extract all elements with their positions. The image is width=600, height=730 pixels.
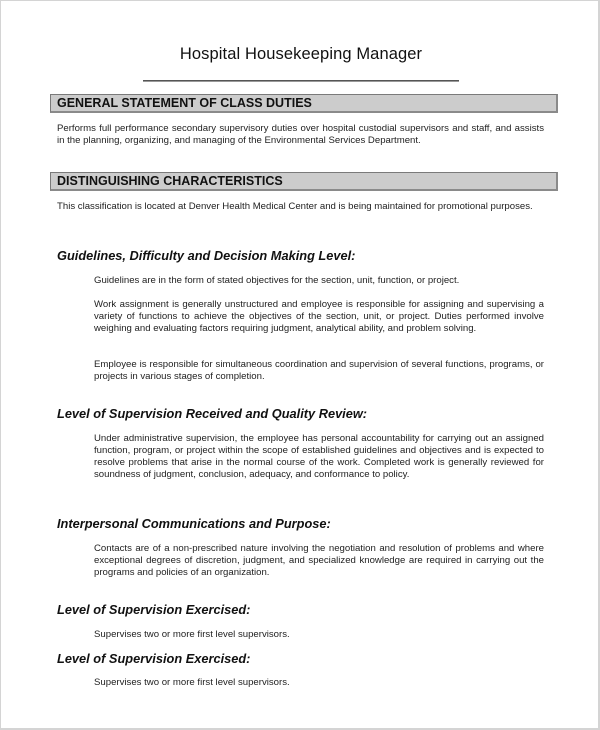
guidelines-paragraph-3: Employee is responsible for simultaneous coordination and supervision of several functions, programs, or projects in various stages of completion. (94, 359, 544, 382)
supervision-received-paragraph: Under administrative supervision, the employee has personal accountability for carrying out an assigned function, program, or project within the scope of established guidelines and objectives and is expected to resolve problems that arise in the normal course of the work. Completed work is generally reviewed for soundness of judgment, conclusion, adequacy, and conformance to policy. (94, 433, 544, 480)
guidelines-paragraph-1: Guidelines are in the form of stated objectives for the section, unit, function, or project. (94, 275, 460, 286)
subheading-guidelines: Guidelines, Difficulty and Decision Making Level: (57, 248, 356, 263)
document-title: Hospital Housekeeping Manager (179, 45, 423, 63)
supervision-exercised-paragraph-1: Supervises two or more first level supervisors. (94, 629, 290, 640)
subheading-supervision-exercised-1: Level of Supervision Exercised: (57, 602, 251, 617)
interpersonal-communications-paragraph: Contacts are of a non-prescribed nature involving the negotiation and resolution of problems and where exceptional degrees of discretion, judgment, and specialized knowledge are required in carrying out the programs and policies of an organization. (94, 543, 544, 578)
subheading-supervision-exercised-2: Level of Supervision Exercised: (57, 651, 251, 666)
subheading-supervision-received: Level of Supervision Received and Quality Review: (57, 406, 368, 421)
title-underline (143, 80, 459, 82)
subheading-interpersonal-communications: Interpersonal Communications and Purpose: (57, 516, 331, 531)
supervision-exercised-paragraph-2: Supervises two or more first level supervisors. (94, 677, 290, 688)
section-heading-distinguishing-characteristics: DISTINGUISHING CHARACTERISTICS (50, 172, 558, 191)
guidelines-paragraph-2: Work assignment is generally unstructured and employee is responsible for assigning and supervising a variety of functions to achieve the objectives of the section, unit, or project. Duties performed involve weighing and evaluating factors requiring judgment, analytical ability, and problem solving. (94, 299, 544, 334)
distinguishing-characteristics-text: This classification is located at Denver Health Medical Center and is being maintained for promotional purposes. (57, 201, 533, 212)
general-statement-text: Performs full performance secondary supervisory duties over hospital custodial supervisors and staff, and assists in the planning, organizing, and managing of the Environmental Services Department. (57, 123, 544, 146)
section-heading-general-statement: GENERAL STATEMENT OF CLASS DUTIES (50, 94, 558, 113)
